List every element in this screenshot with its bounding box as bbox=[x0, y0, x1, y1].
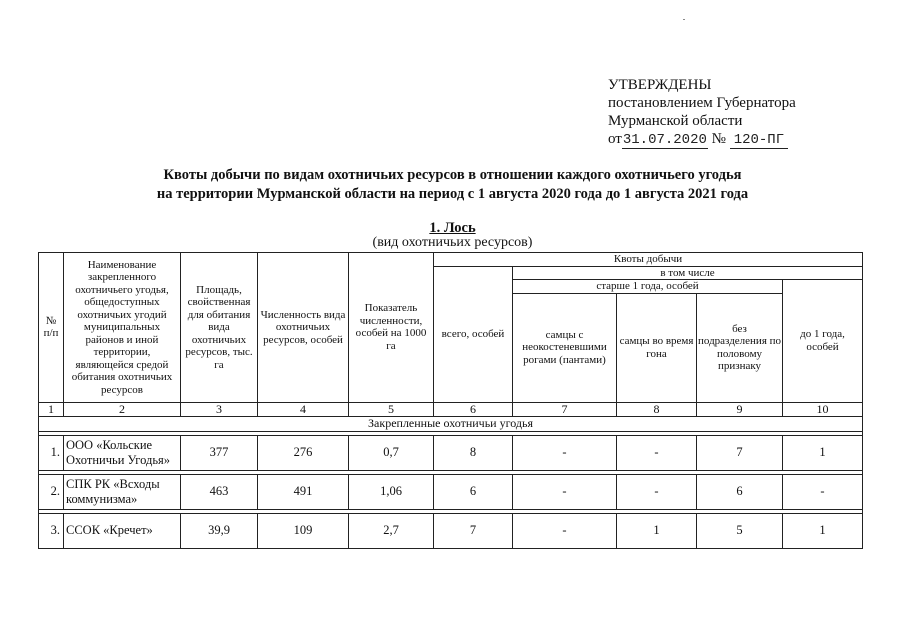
col-number: 2 bbox=[64, 402, 181, 416]
header-population: Численность вида охотничьих ресурсов, особей bbox=[258, 253, 349, 403]
approval-heading: УТВЕРЖДЕНЫ bbox=[608, 77, 712, 93]
col-number: 1 bbox=[39, 402, 64, 416]
row-index: 1. bbox=[39, 435, 64, 470]
header-males: самцы с неокостеневшими рогами (пантами) bbox=[513, 293, 617, 402]
header-area: Площадь, свойственная для обитания вида охотничьих ресурсов, тыс. га bbox=[181, 253, 258, 403]
row-rut: - bbox=[617, 435, 697, 470]
col-number: 4 bbox=[258, 402, 349, 416]
row-nosex: 5 bbox=[697, 513, 783, 548]
approval-region-line: Мурманской области bbox=[608, 113, 743, 129]
col-number: 7 bbox=[513, 402, 617, 416]
row-males: - bbox=[513, 435, 617, 470]
approval-date: 31.07.2020 bbox=[622, 132, 707, 148]
row-total: 7 bbox=[434, 513, 513, 548]
col-number: 5 bbox=[349, 402, 434, 416]
header-total: всего, особей bbox=[434, 266, 513, 402]
table-row bbox=[39, 435, 863, 470]
title-line-1: Квоты добычи по видам охотничьих ресурсов в отношении каждого охотничьего угодья bbox=[163, 167, 742, 183]
row-total: 8 bbox=[434, 435, 513, 470]
row-nosex: 7 bbox=[697, 435, 783, 470]
header-nosex: без подразделения по половому признаку bbox=[697, 293, 783, 402]
row-name: СПК РК «Всходы коммунизма» bbox=[64, 474, 181, 509]
row-young: 1 bbox=[783, 435, 863, 470]
row-males: - bbox=[513, 474, 617, 509]
row-area: 463 bbox=[181, 474, 258, 509]
row-area: 377 bbox=[181, 435, 258, 470]
scan-speck bbox=[683, 19, 685, 20]
header-rut: самцы во время гона bbox=[617, 293, 697, 402]
section-heading-text: 1. Лось bbox=[429, 220, 476, 236]
column-number-row bbox=[39, 402, 863, 416]
col-number: 10 bbox=[783, 402, 863, 416]
row-index: 2. bbox=[39, 474, 64, 509]
row-young: 1 bbox=[783, 513, 863, 548]
row-density: 1,06 bbox=[349, 474, 434, 509]
header-older: старше 1 года, особей bbox=[513, 280, 783, 294]
header-name: Наименование закрепленного охотничьего угодья, общедоступных охотничьих угодий муниципальных районов и иной территории, являющейся средой обитания охотничьих ресурсов bbox=[64, 253, 181, 403]
row-density: 0,7 bbox=[349, 435, 434, 470]
section-subheading: (вид охотничьих ресурсов) bbox=[372, 235, 533, 250]
group-row bbox=[39, 416, 863, 431]
row-name: ССОК «Кречет» bbox=[64, 513, 181, 548]
row-rut: - bbox=[617, 474, 697, 509]
approval-number: 120-ПГ bbox=[730, 132, 788, 149]
row-population: 276 bbox=[258, 435, 349, 470]
header-density: Показатель численности, особей на 1000 га bbox=[349, 253, 434, 403]
row-name: ООО «Кольские Охотничьи Угодья» bbox=[64, 435, 181, 470]
row-males: - bbox=[513, 513, 617, 548]
approval-decree-line: постановлением Губернатора bbox=[608, 95, 796, 111]
row-rut: 1 bbox=[617, 513, 697, 548]
col-number: 8 bbox=[617, 402, 697, 416]
table-row bbox=[39, 513, 863, 548]
header-including: в том числе bbox=[513, 266, 863, 280]
document-title bbox=[0, 166, 905, 204]
approval-from-prefix: от bbox=[608, 131, 622, 147]
table-row bbox=[39, 474, 863, 509]
row-young: - bbox=[783, 474, 863, 509]
col-number: 3 bbox=[181, 402, 258, 416]
approval-date-line bbox=[608, 130, 868, 149]
row-nosex: 6 bbox=[697, 474, 783, 509]
title-line-2: на территории Мурманской области на период с 1 августа 2020 года до 1 августа 2021 года bbox=[156, 186, 749, 202]
header-young: до 1 года, особей bbox=[783, 280, 863, 403]
header-no: № п/п bbox=[39, 253, 64, 403]
row-index: 3. bbox=[39, 513, 64, 548]
col-number: 6 bbox=[434, 402, 513, 416]
row-total: 6 bbox=[434, 474, 513, 509]
row-population: 109 bbox=[258, 513, 349, 548]
row-population: 491 bbox=[258, 474, 349, 509]
quota-table bbox=[38, 252, 863, 549]
header-quotas: Квоты добычи bbox=[434, 253, 863, 267]
col-number: 9 bbox=[697, 402, 783, 416]
row-density: 2,7 bbox=[349, 513, 434, 548]
approval-number-sign: № bbox=[711, 131, 726, 147]
group-label: Закрепленные охотничьи угодья bbox=[39, 416, 863, 431]
approval-block bbox=[608, 76, 868, 149]
row-area: 39,9 bbox=[181, 513, 258, 548]
